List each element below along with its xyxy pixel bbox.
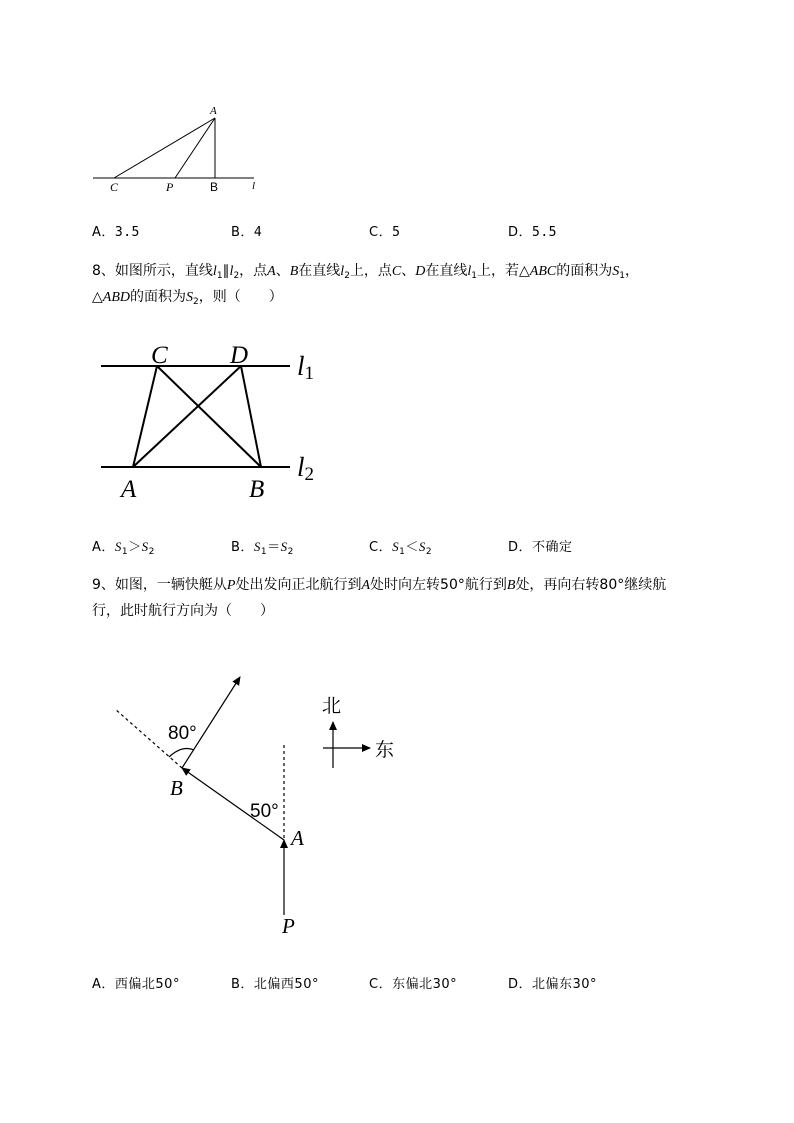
option-letter: B． [231, 225, 254, 240]
q9-option-d[interactable]: D．北偏东30° [508, 977, 598, 992]
q8-option-b[interactable]: B．$S_1=S_2$ [231, 539, 294, 557]
option-text: 5 [392, 225, 401, 240]
option-letter: D． [508, 225, 533, 240]
q8-option-d[interactable]: D．不确定 [508, 540, 573, 555]
option-letter: C． [369, 225, 393, 240]
q9-label-50deg: 50° [250, 801, 279, 822]
q8-label-c: C [151, 342, 168, 369]
q9-label-b: B [170, 776, 183, 800]
option-text: 3.5 [114, 225, 140, 240]
q9-label-east: 东 [375, 739, 395, 761]
q7-label-b: B [210, 180, 219, 194]
q8-stem-line1: 8、如图所示，直线$l_1\parallel l_2$，点A、B在直线$l_2$上，点C、D在直线$l_1$上，若△ABC的面积为$S_1$， [92, 263, 639, 281]
q7-label-p: P [166, 180, 174, 194]
q7-label-a: A [210, 105, 217, 117]
q9-label-p: P [282, 914, 295, 938]
q9-label-a: A [291, 826, 304, 850]
q9-stem-line2: 行，此时航行方向为（ ） [92, 603, 274, 619]
q8-label-l2: l2 [297, 452, 315, 485]
q8-label-b: B [249, 476, 265, 503]
q8-option-a[interactable]: A．$S_1>S_2$ [92, 539, 155, 557]
option-text: 4 [253, 225, 263, 240]
q9-label-80deg: 80° [168, 723, 197, 744]
q9-option-c[interactable]: C．东偏北30° [369, 977, 458, 992]
q9-option-a[interactable]: A．西偏北50° [92, 977, 180, 992]
q9-label-north: 北 [322, 695, 342, 717]
q8-label-d: D [230, 342, 249, 369]
q9-stem-line1: 9、如图，一辆快艇从P处出发向正北航行到A处时向左转50°航行到B处，再向右转80°继续航 [92, 577, 667, 593]
option-letter: A． [92, 225, 115, 240]
option-text: 5.5 [532, 225, 557, 240]
q8-stem-line2: △ABD的面积为$S_2$，则（ ） [92, 289, 283, 307]
q8-option-c[interactable]: C．$S_1<S_2$ [369, 539, 433, 557]
q8-label-a: A [121, 476, 137, 503]
q9-option-b[interactable]: B．北偏西50° [231, 977, 319, 992]
q7-label-c: C [110, 180, 119, 194]
q8-label-l1: l1 [297, 351, 315, 384]
q7-label-l: l [252, 180, 256, 192]
